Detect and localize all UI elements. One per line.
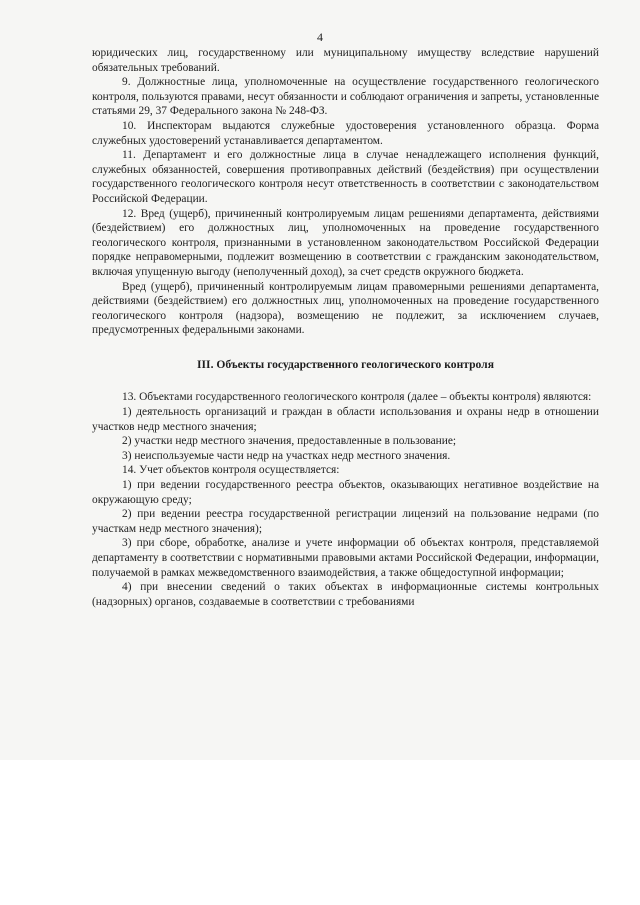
page-number: 4 xyxy=(317,30,323,44)
paragraph-p-cont: юридических лиц, государственному или муниципальному имуществу вследствие нарушений обязательных требований. xyxy=(92,47,599,74)
paragraphs-after-heading xyxy=(92,390,599,609)
paragraph-p9: 9. Должностные лица, уполномоченные на осуществление государственного геологического контроля, пользуются правами, несут обязанности и соблюдают ограничения и запреты, установленные статьями 29, 37 Федерального закона № 248-ФЗ. xyxy=(92,76,599,118)
paragraph-p12: 12. Вред (ущерб), причиненный контролируемым лицам решениями департамента, действиями (бездействием) его должностных лиц, уполномоченных на проведение государственного геологического контроля, признанными в установленном законодательством Российской Федерации порядке неправомерными, подлежит возмещению в соответствии с гражданским законодательством, включая упущенную выгоду (неполученный доход), за счет средств окружного бюджета. xyxy=(92,207,599,278)
paragraph-p14-2: 2) при ведении реестра государственной регистрации лицензий на пользование недрами (по участкам недр местного значения); xyxy=(92,508,599,535)
paragraph-p13-3: 3) неиспользуемые части недр на участках недр местного значения. xyxy=(122,449,451,462)
section-heading: III. Объекты государственного геологического контроля xyxy=(197,357,494,371)
blank-area xyxy=(0,760,640,905)
paragraph-p14: 14. Учет объектов контроля осуществляется: xyxy=(122,464,340,477)
paragraph-p10: 10. Инспекторам выдаются служебные удостоверения установленного образца. Форма служебных удостоверений устанавливается департаментом. xyxy=(92,119,599,147)
page-body xyxy=(92,46,599,609)
paragraph-p13-2: 2) участки недр местного значения, предоставленные в пользование; xyxy=(122,435,457,448)
paragraph-p12b: Вред (ущерб), причиненный контролируемым лицам правомерными решениями департамента, действиями (бездействием) его должностных лиц, уполномоченных на проведение государственного геологического контроля (надзора), возмещению не подлежит, за исключением случаев, предусмотренных федеральными законами. xyxy=(92,280,599,337)
paragraph-p13: 13. Объектами государственного геологического контроля (далее – объекты контроля) являются: xyxy=(122,391,592,404)
paragraph-p14-1: 1) при ведении государственного реестра объектов, оказывающих негативное воздействие на окружающую среду; xyxy=(92,479,599,506)
paragraph-p11: 11. Департамент и его должностные лица в случае ненадлежащего исполнения функций, служебных обязанностей, совершения противоправных действий (бездействия) при осуществлении государственного геологического контроля несут ответственность в соответствии с законодательством Российской Федерации. xyxy=(92,149,599,205)
paragraph-p13-1: 1) деятельность организаций и граждан в области использования и охраны недр в отношении участков недр местного значения; xyxy=(92,406,599,433)
paragraphs-before-heading xyxy=(92,46,599,338)
paragraph-p14-3: 3) при сборе, обработке, анализе и учете информации об объектах контроля, представляемой департаменту в соответствии с нормативными правовыми актами Российской Федерации, информации, получаемой в рамках межведомственного взаимодействия, а также общедоступной информации; xyxy=(92,537,599,579)
paragraph-p14-4: 4) при внесении сведений о таких объектах в информационные системы контрольных (надзорных) органов, создаваемые в соответствии с требованиями xyxy=(92,581,599,608)
